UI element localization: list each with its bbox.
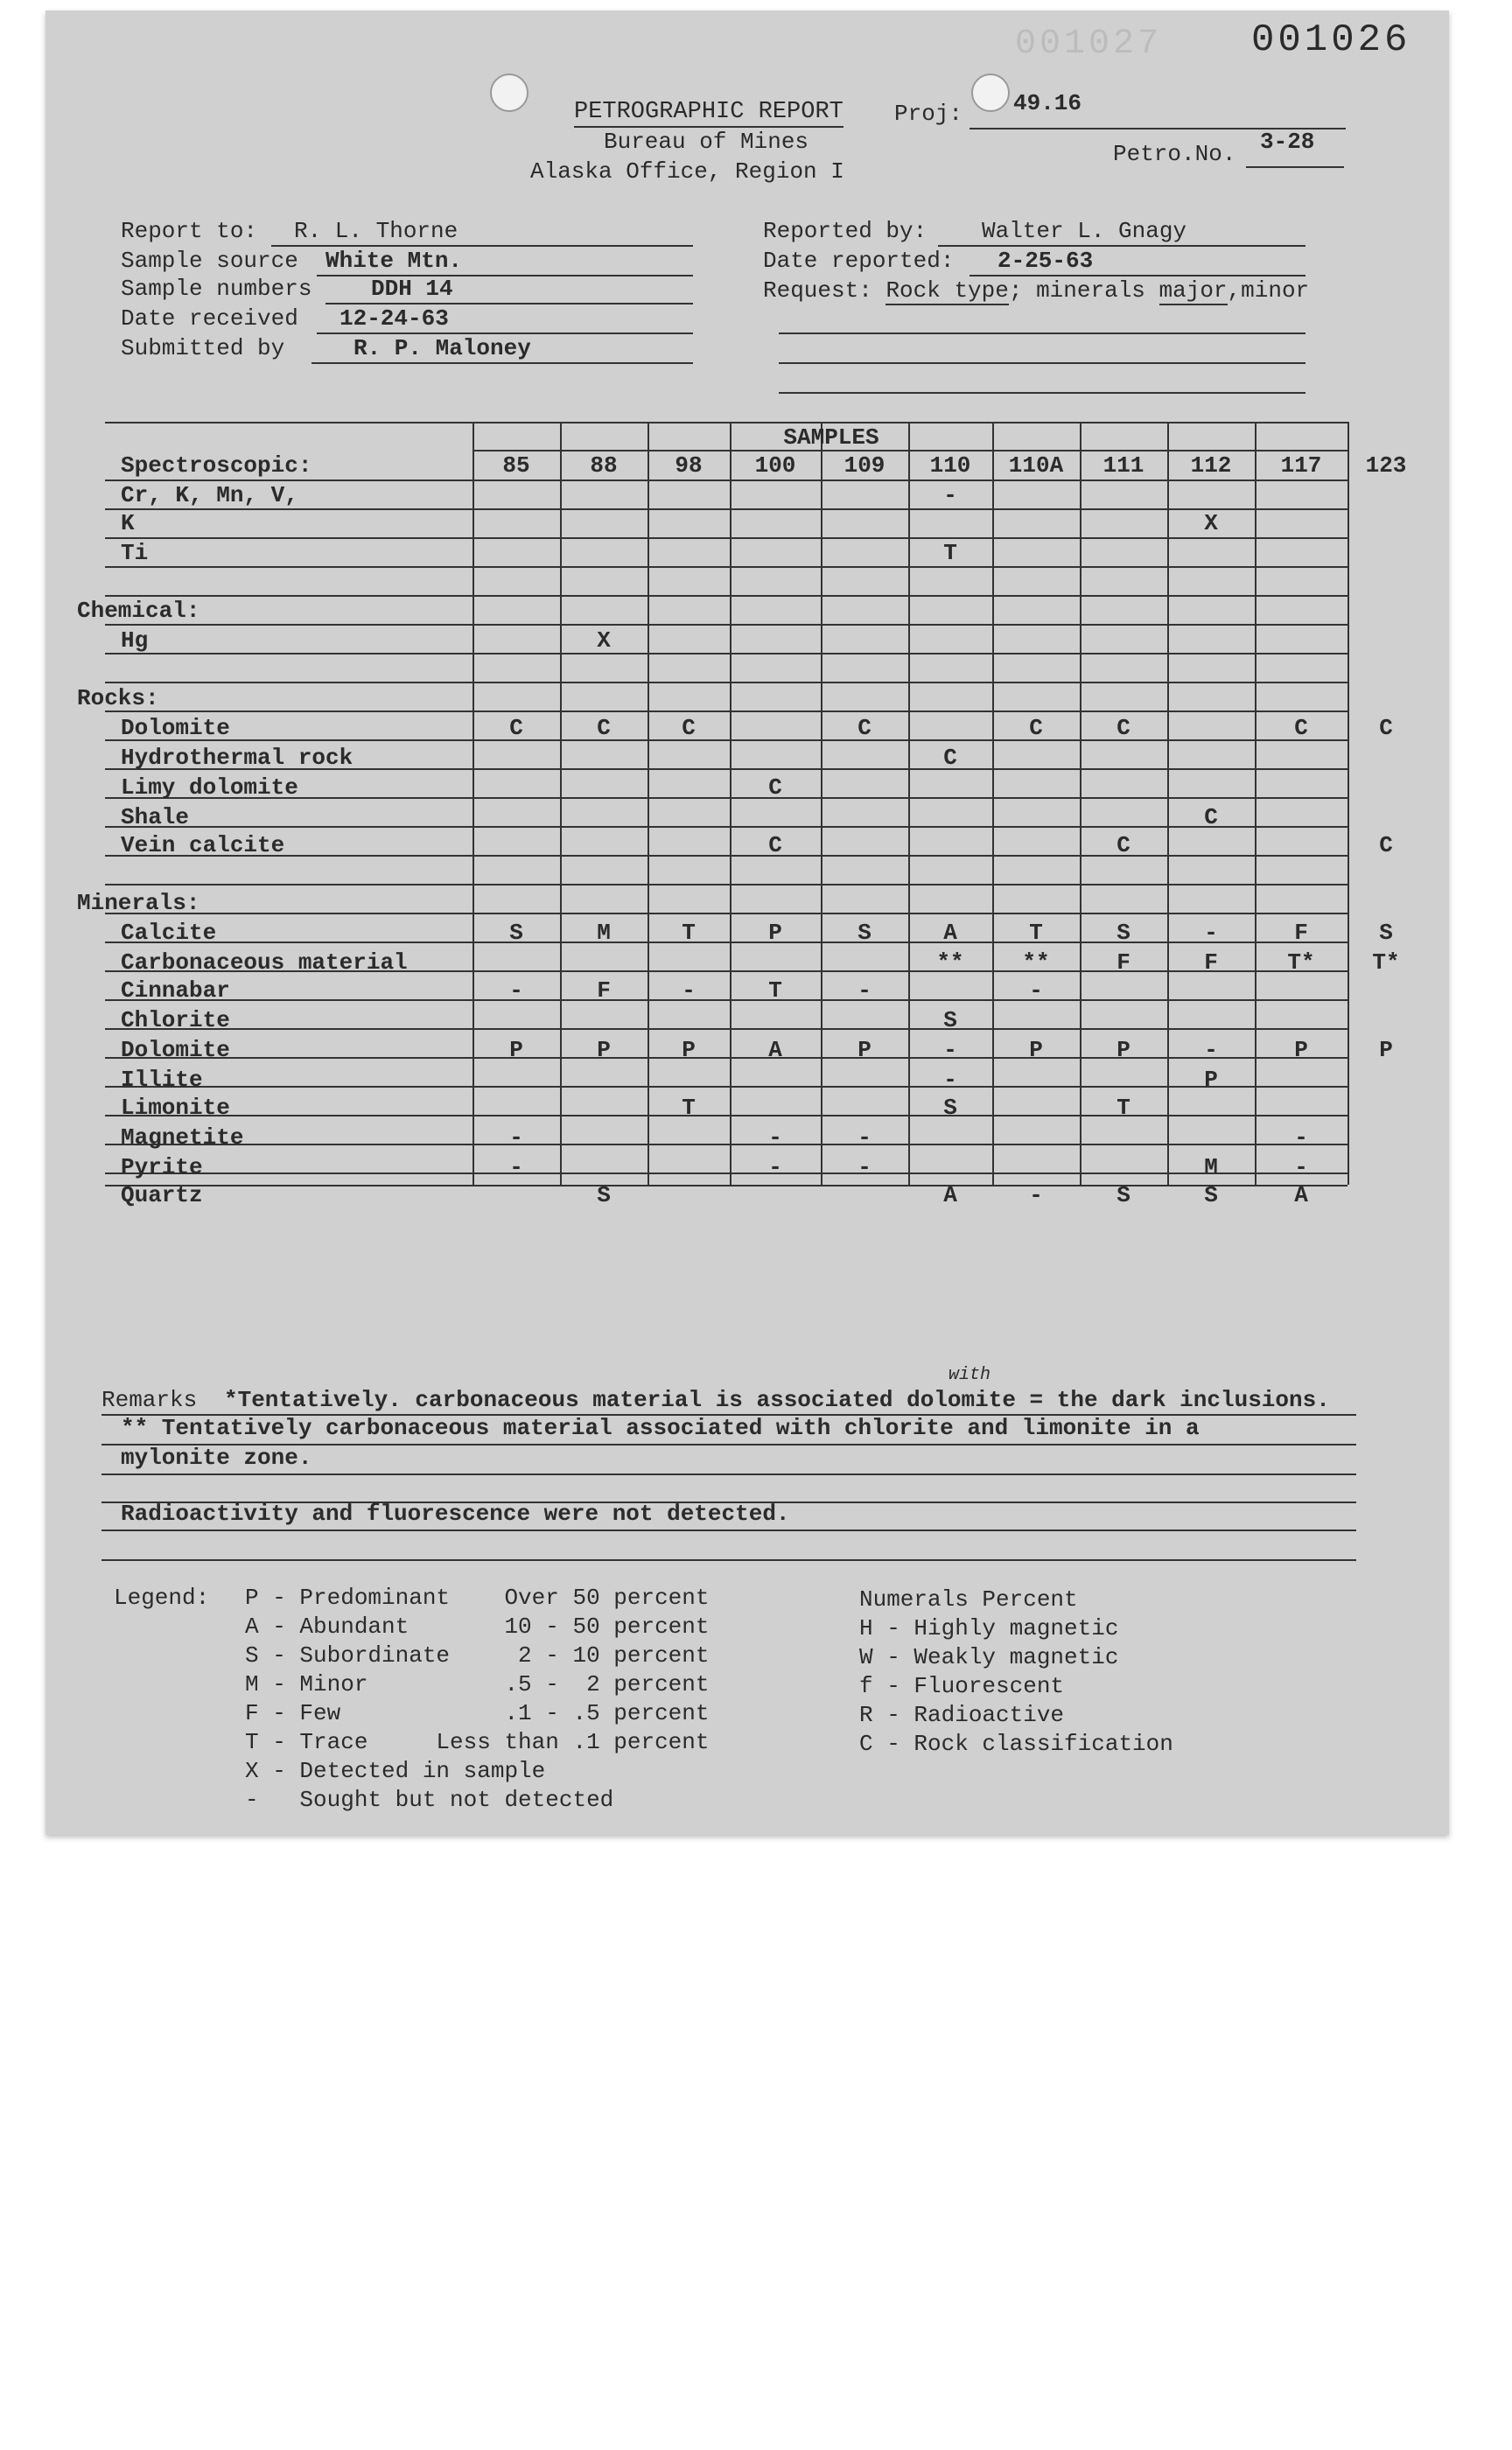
table-cell: -: [858, 1124, 872, 1151]
remarks-line-2: ** Tentatively carbonaceous material associated with chlorite and limonite in a: [121, 1415, 1200, 1441]
date-received-label: Date received: [121, 305, 298, 332]
table-cell: A: [1294, 1182, 1308, 1208]
row-label: Carbonaceous material: [121, 949, 408, 976]
table-cell: S: [858, 920, 872, 946]
reported-by-value: Walter L. Gnagy: [982, 218, 1187, 244]
table-cell: A: [768, 1037, 782, 1063]
table-cell: F: [1294, 920, 1308, 946]
table-cell: A: [943, 920, 957, 946]
table-cell: S: [1116, 1182, 1130, 1208]
table-cell: S: [1204, 1182, 1218, 1208]
remarks-line-4: Radioactivity and fluorescence were not detected.: [121, 1501, 790, 1527]
legend-item: P - Predominant Over 50 percent: [245, 1585, 710, 1611]
column-head: 110A: [1008, 452, 1064, 479]
column-head: 123: [1365, 452, 1407, 479]
row-label: Dolomite: [121, 715, 230, 741]
punch-hole-icon: [490, 74, 528, 112]
table-cell: T: [943, 540, 957, 566]
petro-label: Petro.No.: [1113, 141, 1236, 167]
table-cell: -: [1204, 920, 1218, 946]
legend-item: X - Detected in sample: [245, 1758, 546, 1784]
section-rocks: Rocks:: [77, 685, 159, 711]
table-cell: C: [768, 832, 782, 858]
table-cell: T: [1116, 1095, 1130, 1121]
table-cell: P: [597, 1037, 611, 1063]
legend-item: A - Abundant 10 - 50 percent: [245, 1614, 710, 1640]
date-received-value: 12-24-63: [340, 305, 449, 332]
table-cell: T*: [1287, 949, 1315, 976]
column-head: 109: [844, 452, 886, 479]
table-cell: -: [1294, 1124, 1308, 1151]
row-label: Limonite: [121, 1095, 230, 1121]
row-label: Limy dolomite: [121, 774, 298, 801]
submitted-by-label: Submitted by: [121, 335, 285, 361]
table-cell: -: [509, 977, 523, 1004]
table-cell: P: [1204, 1067, 1218, 1093]
request-line: Request: Rock type; minerals major,minor: [763, 277, 1310, 304]
table-cell: **: [936, 949, 964, 976]
table-cell: C: [597, 715, 611, 741]
table-cell: -: [768, 1124, 782, 1151]
table-cell: T*: [1372, 949, 1400, 976]
table-cell: F: [1204, 949, 1218, 976]
table-cell: -: [1029, 1182, 1043, 1208]
table-cell: A: [943, 1182, 957, 1208]
table-cell: T: [682, 1095, 696, 1121]
table-cell: -: [1204, 1037, 1218, 1063]
table-cell: T: [768, 977, 782, 1004]
row-label: Dolomite: [121, 1037, 230, 1063]
table-cell: P: [1029, 1037, 1043, 1063]
legend-item: F - Few .1 - .5 percent: [245, 1700, 710, 1726]
table-cell: S: [1379, 920, 1393, 946]
table-cell: P: [682, 1037, 696, 1063]
legend-item: Numerals Percent: [859, 1586, 1078, 1613]
table-cell: -: [509, 1154, 523, 1180]
table-cell: **: [1022, 949, 1050, 976]
table-cell: P: [509, 1037, 523, 1063]
table-cell: X: [597, 627, 611, 654]
table-cell: C: [1294, 715, 1308, 741]
table-cell: P: [1294, 1037, 1308, 1063]
proj-value: 49.16: [1013, 90, 1082, 116]
row-label: Chlorite: [121, 1007, 230, 1033]
table-cell: F: [597, 977, 611, 1004]
proj-label: Proj:: [894, 101, 963, 127]
row-label: Calcite: [121, 920, 217, 946]
sample-source-label: Sample source: [121, 248, 298, 274]
table-cell: C: [1204, 804, 1218, 830]
table-cell: X: [1204, 510, 1218, 536]
row-label: Vein calcite: [121, 832, 285, 858]
table-cell: C: [1379, 715, 1393, 741]
table-cell: C: [1029, 715, 1043, 741]
table-cell: S: [943, 1095, 957, 1121]
report-to-label: Report to:: [121, 218, 258, 244]
column-head: 98: [675, 452, 703, 479]
remarks-label: Remarks: [102, 1387, 198, 1413]
column-head: 100: [754, 452, 796, 479]
table-cell: -: [943, 1037, 957, 1063]
ghost-number: 001027: [1015, 24, 1163, 64]
table-cell: C: [1116, 832, 1130, 858]
table-cell: C: [943, 745, 957, 771]
table-cell: M: [597, 920, 611, 946]
table-cell: C: [1116, 715, 1130, 741]
table-cell: -: [943, 482, 957, 508]
table-cell: -: [943, 1067, 957, 1093]
remarks-line-3: mylonite zone.: [121, 1445, 312, 1471]
table-cell: C: [509, 715, 523, 741]
legend-item: W - Weakly magnetic: [859, 1644, 1119, 1670]
section-spectroscopic: Spectroscopic:: [121, 452, 312, 479]
legend-item: f - Fluorescent: [859, 1673, 1065, 1699]
table-cell: C: [1379, 832, 1393, 858]
row-label: Quartz: [121, 1182, 203, 1208]
legend-item: M - Minor .5 - 2 percent: [245, 1671, 710, 1698]
table-cell: -: [858, 1154, 872, 1180]
table-cell: S: [509, 920, 523, 946]
stamp-number: 001026: [1251, 18, 1411, 62]
punch-hole-icon: [971, 74, 1010, 112]
section-chemical: Chemical:: [77, 598, 200, 624]
table-cell: F: [1116, 949, 1130, 976]
remarks-insert: with: [948, 1365, 991, 1385]
row-label: Hg: [121, 627, 149, 654]
row-label: Magnetite: [121, 1124, 244, 1151]
table-cell: -: [682, 977, 696, 1004]
row-label: Hydrothermal rock: [121, 745, 354, 771]
row-label: K: [121, 510, 135, 536]
row-label: Pyrite: [121, 1154, 203, 1180]
column-head: 88: [590, 452, 618, 479]
column-head: 112: [1190, 452, 1232, 479]
samples-heading: SAMPLES: [783, 424, 879, 451]
table-cell: S: [1116, 920, 1130, 946]
sample-source-value: White Mtn.: [326, 248, 463, 274]
table-cell: P: [1116, 1037, 1130, 1063]
legend-item: R - Radioactive: [859, 1702, 1065, 1728]
report-title: PETROGRAPHIC REPORT: [574, 98, 844, 128]
legend-item: H - Highly magnetic: [859, 1615, 1119, 1642]
table-cell: P: [858, 1037, 872, 1063]
remarks-line-1: *Tentatively. carbonaceous material is associated dolomite = the dark inclusions.: [224, 1387, 1330, 1413]
table-cell: C: [682, 715, 696, 741]
row-label: Cr, K, Mn, V,: [121, 482, 298, 508]
row-label: Ti: [121, 540, 149, 566]
table-cell: T: [1029, 920, 1043, 946]
table-cell: T: [682, 920, 696, 946]
sample-numbers-label: Sample numbers: [121, 276, 312, 302]
table-cell: -: [1029, 977, 1043, 1004]
table-cell: S: [943, 1007, 957, 1033]
table-cell: S: [597, 1182, 611, 1208]
table-cell: C: [858, 715, 872, 741]
petro-value: 3-28: [1260, 129, 1315, 155]
row-label: Cinnabar: [121, 977, 230, 1004]
date-reported-value: 2-25-63: [998, 248, 1094, 274]
legend-label: Legend:: [114, 1585, 210, 1611]
table-cell: P: [1379, 1037, 1393, 1063]
column-head: 117: [1280, 452, 1322, 479]
table-cell: -: [509, 1124, 523, 1151]
sample-numbers-value: DDH 14: [371, 276, 453, 302]
table-cell: C: [768, 774, 782, 801]
reported-by-label: Reported by:: [763, 218, 928, 244]
row-label: Illite: [121, 1067, 203, 1093]
table-cell: -: [1294, 1154, 1308, 1180]
section-minerals: Minerals:: [77, 890, 200, 916]
table-cell: -: [858, 977, 872, 1004]
office-name: Alaska Office, Region I: [530, 158, 844, 185]
bureau-name: Bureau of Mines: [604, 129, 809, 155]
legend-item: C - Rock classification: [859, 1731, 1173, 1757]
row-label: Shale: [121, 804, 190, 830]
column-head: 110: [929, 452, 971, 479]
submitted-by-value: R. P. Maloney: [354, 335, 531, 361]
legend-item: T - Trace Less than .1 percent: [245, 1729, 710, 1755]
column-head: 111: [1102, 452, 1144, 479]
report-to-value: R. L. Thorne: [294, 218, 458, 244]
legend-item: S - Subordinate 2 - 10 percent: [245, 1642, 710, 1669]
legend-item: - Sought but not detected: [245, 1787, 614, 1813]
table-cell: -: [768, 1154, 782, 1180]
table-cell: P: [768, 920, 782, 946]
column-head: 85: [502, 452, 530, 479]
table-cell: M: [1204, 1154, 1218, 1180]
date-reported-label: Date reported:: [763, 248, 955, 274]
